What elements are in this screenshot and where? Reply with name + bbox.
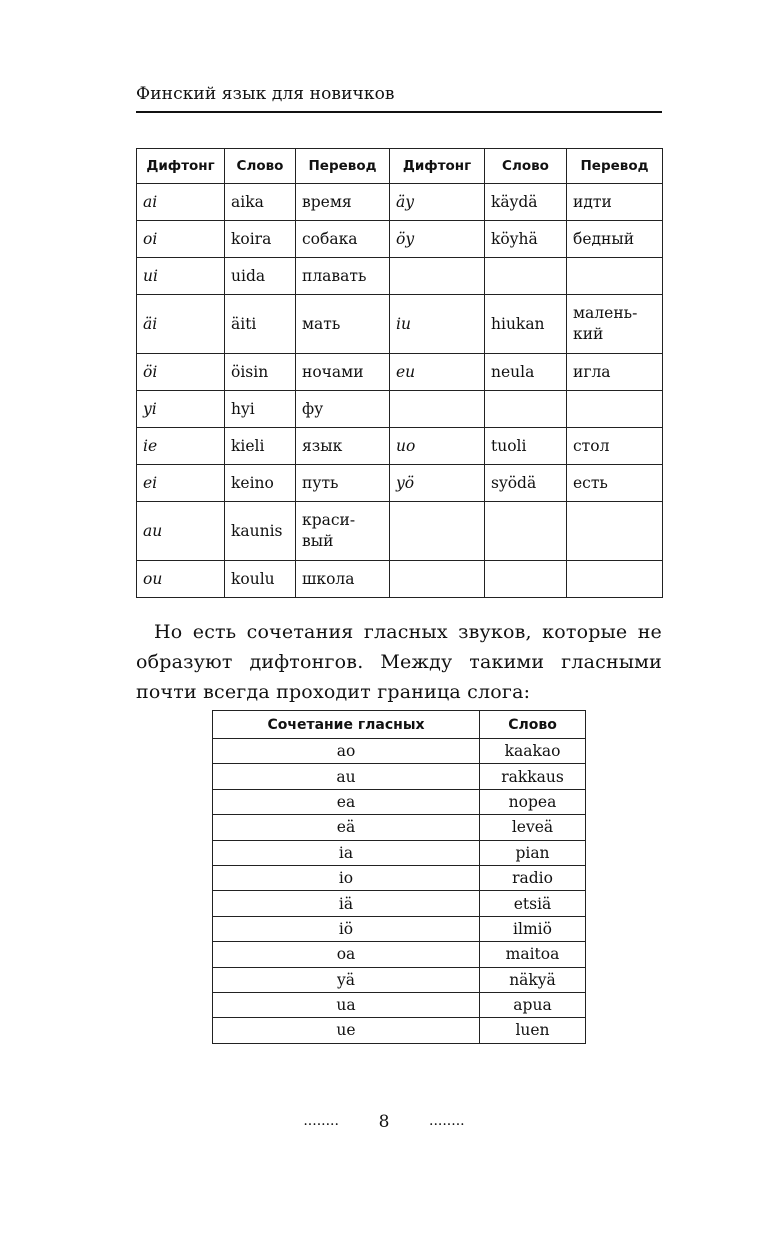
table-row — [137, 258, 663, 295]
vowel-combination-cell: iö — [213, 916, 480, 941]
translation-cell: ночами — [296, 354, 390, 391]
table-row — [137, 561, 663, 598]
vowel-combination-cell: au — [213, 764, 480, 789]
diphthong-table — [136, 148, 663, 598]
table-row — [213, 992, 586, 1017]
translation-cell: игла — [567, 354, 663, 391]
vowel-combination-table — [212, 710, 586, 1044]
word-cell: apua — [480, 992, 586, 1017]
word-cell: radio — [480, 865, 586, 890]
diphthong-cell: yö — [390, 465, 485, 502]
diphthong-table-header — [137, 149, 663, 184]
table-row — [213, 739, 586, 764]
word-cell: leveä — [480, 815, 586, 840]
translation-cell: есть — [567, 465, 663, 502]
word-cell: hiukan — [485, 295, 567, 354]
translation-cell — [567, 561, 663, 598]
header-vowel-combination: Сочетание гласных — [213, 711, 480, 739]
running-head: Финский язык для новичков — [136, 84, 662, 113]
translation-cell: мать — [296, 295, 390, 354]
vowel-combination-cell: ue — [213, 1018, 480, 1043]
diphthong-cell: ui — [137, 258, 225, 295]
word-cell: koira — [225, 221, 296, 258]
translation-cell: фу — [296, 391, 390, 428]
word-cell: köyhä — [485, 221, 567, 258]
word-cell: kaakao — [480, 739, 586, 764]
diphthong-cell: äi — [137, 295, 225, 354]
word-cell: etsiä — [480, 891, 586, 916]
table-row — [137, 354, 663, 391]
translation-cell: язык — [296, 428, 390, 465]
header-translation: Перевод — [567, 149, 663, 184]
translation-cell: идти — [567, 184, 663, 221]
vowel-combination-cell: ua — [213, 992, 480, 1017]
table-row — [137, 184, 663, 221]
header-word: Слово — [225, 149, 296, 184]
right-ornament: ........ — [429, 1113, 465, 1129]
diphthong-cell: ai — [137, 184, 225, 221]
word-cell: käydä — [485, 184, 567, 221]
table-row — [137, 221, 663, 258]
translation-cell: время — [296, 184, 390, 221]
word-cell — [485, 258, 567, 295]
word-cell: aika — [225, 184, 296, 221]
table-row — [213, 1018, 586, 1043]
table-row — [213, 942, 586, 967]
diphthong-cell: äy — [390, 184, 485, 221]
translation-cell — [567, 502, 663, 561]
page-number: 8 — [378, 1112, 390, 1132]
word-cell: ilmiö — [480, 916, 586, 941]
word-cell: neula — [485, 354, 567, 391]
vowel-combination-cell: ea — [213, 789, 480, 814]
diphthong-cell: eu — [390, 354, 485, 391]
combination-table-header — [213, 711, 586, 739]
word-cell: näkyä — [480, 967, 586, 992]
diphthong-cell: oi — [137, 221, 225, 258]
table-row — [137, 502, 663, 561]
diphthong-cell: ei — [137, 465, 225, 502]
word-cell — [485, 391, 567, 428]
page-footer — [0, 1112, 768, 1132]
body-paragraph: Но есть сочетания гласных звуков, которые не образуют дифтонгов. Между такими гласными почти всегда проходит граница слога: — [136, 621, 662, 703]
word-cell: äiti — [225, 295, 296, 354]
word-cell — [485, 502, 567, 561]
table-row — [213, 865, 586, 890]
diphthong-cell: öi — [137, 354, 225, 391]
translation-cell: краси- вый — [296, 502, 390, 561]
diphthong-cell: ou — [137, 561, 225, 598]
word-cell: luen — [480, 1018, 586, 1043]
translation-cell: плавать — [296, 258, 390, 295]
vowel-combination-cell: yä — [213, 967, 480, 992]
word-cell: hyi — [225, 391, 296, 428]
translation-cell — [567, 391, 663, 428]
vowel-combination-cell: ao — [213, 739, 480, 764]
word-cell: maitoa — [480, 942, 586, 967]
table-row — [213, 815, 586, 840]
left-ornament: ........ — [303, 1113, 339, 1129]
word-cell: rakkaus — [480, 764, 586, 789]
vowel-combination-cell: iä — [213, 891, 480, 916]
table-row — [137, 295, 663, 354]
diphthong-cell — [390, 258, 485, 295]
vowel-combination-cell: oa — [213, 942, 480, 967]
word-cell: kaunis — [225, 502, 296, 561]
table-row — [213, 764, 586, 789]
word-cell: kieli — [225, 428, 296, 465]
translation-cell — [567, 258, 663, 295]
header-diphthong: Дифтонг — [137, 149, 225, 184]
word-cell: keino — [225, 465, 296, 502]
table-row — [137, 428, 663, 465]
word-cell: koulu — [225, 561, 296, 598]
vowel-combination-cell: io — [213, 865, 480, 890]
translation-cell: бедный — [567, 221, 663, 258]
diphthong-cell — [390, 391, 485, 428]
word-cell: öisin — [225, 354, 296, 391]
header-translation: Перевод — [296, 149, 390, 184]
translation-cell: путь — [296, 465, 390, 502]
diphthong-cell: au — [137, 502, 225, 561]
translation-cell: малень- кий — [567, 295, 663, 354]
diphthong-cell: uo — [390, 428, 485, 465]
word-cell: tuoli — [485, 428, 567, 465]
header-word: Слово — [480, 711, 586, 739]
translation-cell: стол — [567, 428, 663, 465]
vowel-combination-cell: ia — [213, 840, 480, 865]
word-cell: uida — [225, 258, 296, 295]
diphthong-cell: ie — [137, 428, 225, 465]
table-row — [137, 465, 663, 502]
table-row — [213, 789, 586, 814]
diphthong-cell — [390, 502, 485, 561]
word-cell — [485, 561, 567, 598]
translation-cell: собака — [296, 221, 390, 258]
word-cell: syödä — [485, 465, 567, 502]
table-row — [213, 916, 586, 941]
header-diphthong: Дифтонг — [390, 149, 485, 184]
header-word: Слово — [485, 149, 567, 184]
vowel-combination-cell: eä — [213, 815, 480, 840]
table-row — [213, 840, 586, 865]
diphthong-cell: yi — [137, 391, 225, 428]
table-row — [137, 391, 663, 428]
diphthong-cell: öy — [390, 221, 485, 258]
table-row — [213, 891, 586, 916]
translation-cell: школа — [296, 561, 390, 598]
table-row — [213, 967, 586, 992]
diphthong-cell: iu — [390, 295, 485, 354]
diphthong-cell — [390, 561, 485, 598]
word-cell: pian — [480, 840, 586, 865]
word-cell: nopea — [480, 789, 586, 814]
